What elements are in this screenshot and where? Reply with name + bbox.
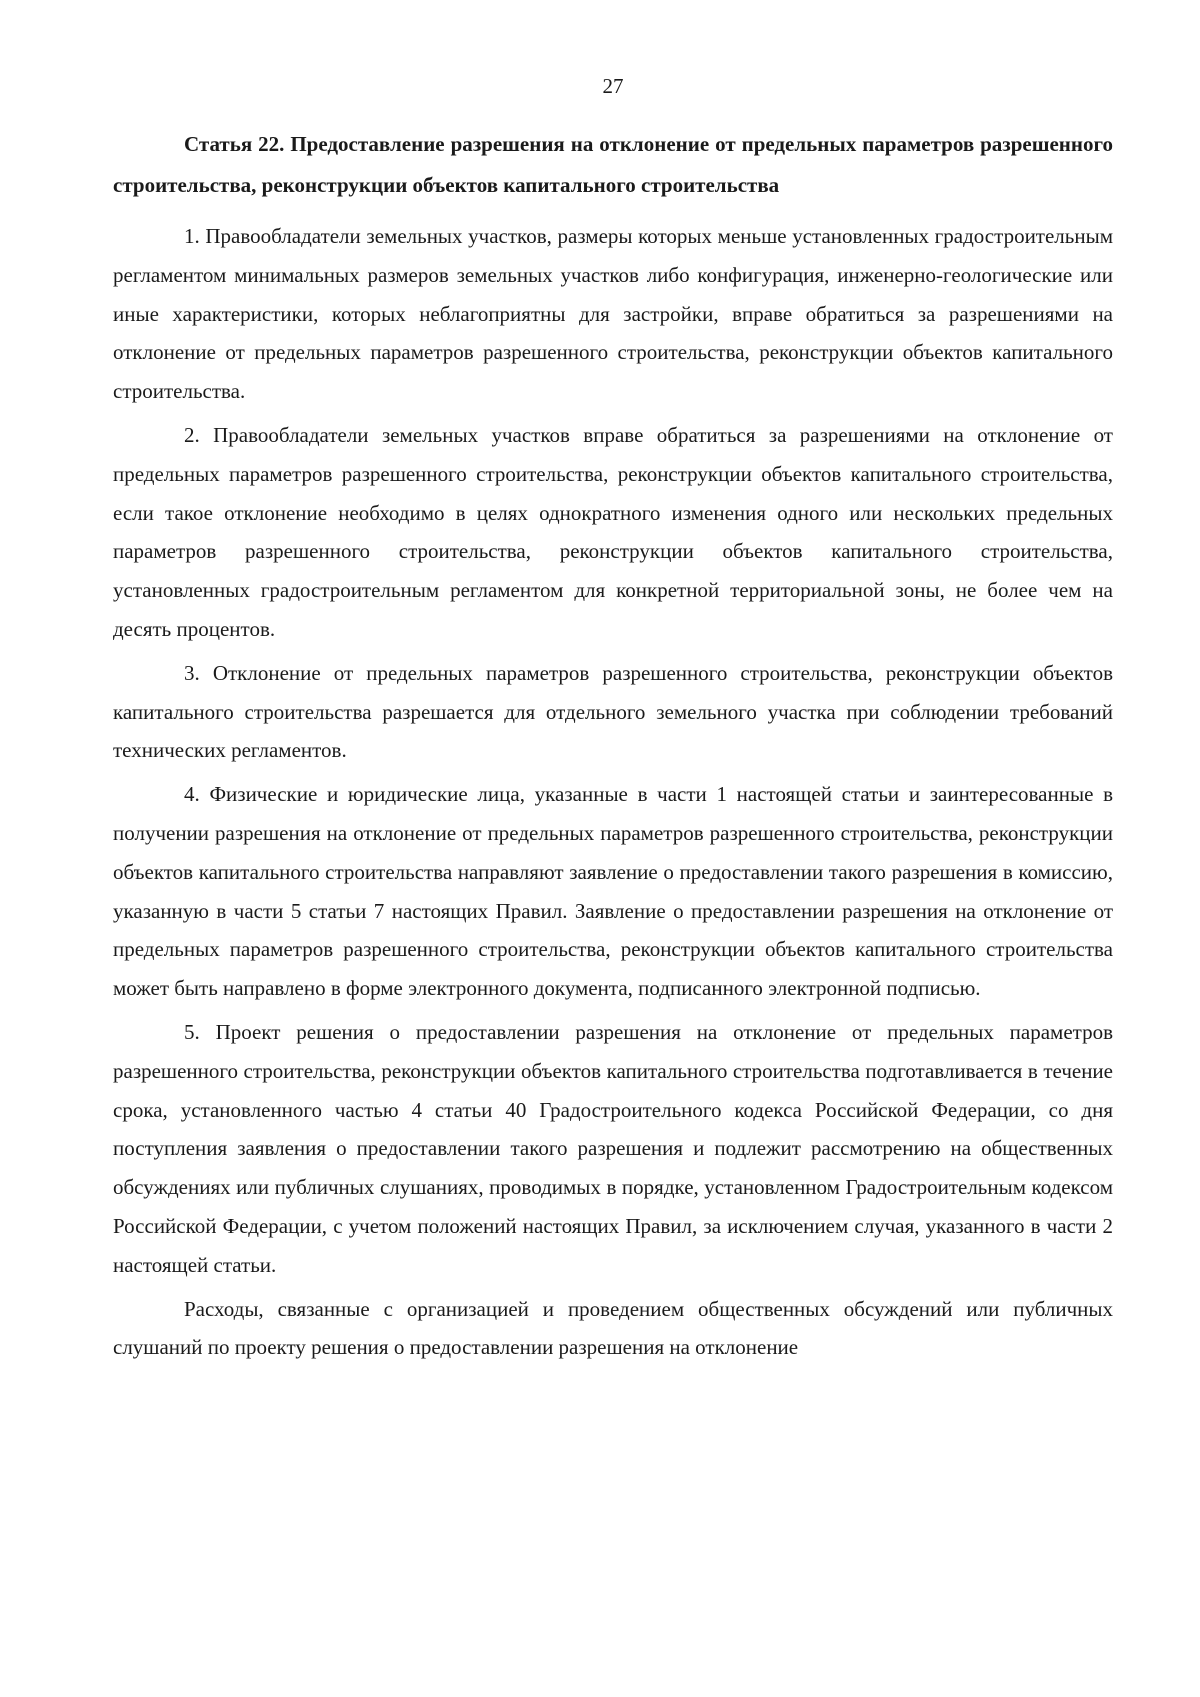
article-title: Статья 22. Предоставление разрешения на отклонение от предельных параметров разрешенного строительства, реконструкции объектов капитального строительства bbox=[113, 132, 1113, 197]
page-number: 27 bbox=[602, 74, 624, 98]
paragraph-5: 5. Проект решения о предоставлении разрешения на отклонение от предельных параметров разрешенного строительства, реконструкции объектов капитального строительства подготавливается в течение срока, установленного частью 4 статьи 40 Градостроительного кодекса Российской Федерации, со дня поступления заявления о предоставлении такого разрешения и подлежит рассмотрению на общественных обсуждениях или публичных слушаниях, проводимых в порядке, установленном Градостроительным кодексом Российской Федерации, с учетом положений настоящих Правил, за исключением случая, указанного в части 2 настоящей статьи. bbox=[113, 1019, 1113, 1277]
paragraph-1: 1. Правообладатели земельных участков, размеры которых меньше установленных градостроительным регламентом минимальных размеров земельных участков либо конфигурация, инженерно-геологические или иные характеристики, которых неблагоприятны для застройки, вправе обратиться за разрешениями на отклонение от предельных параметров разрешенного строительства, реконструкции объектов капитального строительства. bbox=[113, 224, 1113, 404]
paragraph-2: 2. Правообладатели земельных участков вправе обратиться за разрешениями на отклонение от предельных параметров разрешенного строительства, реконструкции объектов капитального строительства, если такое отклонение необходимо в целях однократного изменения одного или нескольких предельных параметров разрешенного строительства, реконструкции объектов капитального строительства, установленных градостроительным регламентом для конкретной территориальной зоны, не более чем на десять процентов. bbox=[113, 422, 1113, 641]
paragraph-3: 3. Отклонение от предельных параметров разрешенного строительства, реконструкции объектов капитального строительства разрешается для отдельного земельного участка при соблюдении требований технических регламентов. bbox=[113, 660, 1113, 763]
document-page bbox=[113, 72, 1113, 1372]
paragraph-expenses: Расходы, связанные с организацией и проведением общественных обсуждений или публичных слушаний по проекту решения о предоставлении разрешения на отклонение bbox=[113, 1296, 1113, 1360]
paragraph-4: 4. Физические и юридические лица, указанные в части 1 настоящей статьи и заинтересованные в получении разрешения на отклонение от предельных параметров разрешенного строительства, реконструкции объектов капитального строительства направляют заявление о предоставлении такого разрешения в комиссию, указанную в части 5 статьи 7 настоящих Правил. Заявление о предоставлении разрешения на отклонение от предельных параметров разрешенного строительства, реконструкции объектов капитального строительства может быть направлено в форме электронного документа, подписанного электронной подписью. bbox=[113, 782, 1113, 1001]
